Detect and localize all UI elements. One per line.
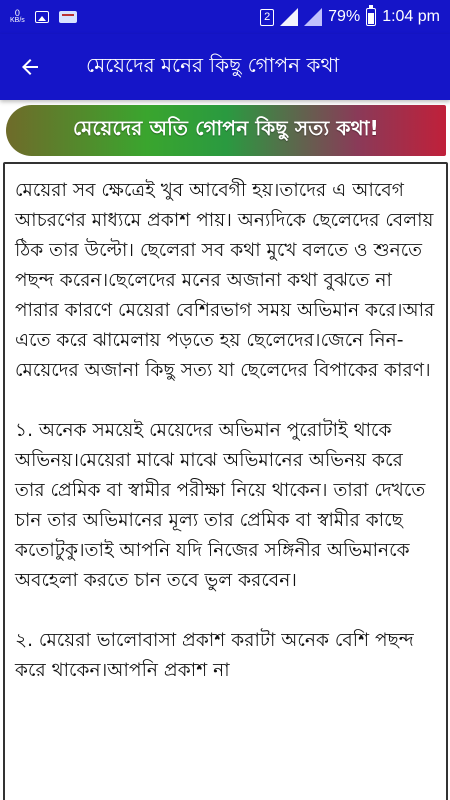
app-title: মেয়েদের মনের কিছু গোপন কথা [86, 52, 340, 77]
battery-icon [366, 8, 376, 26]
signal-strength-secondary-icon [304, 8, 322, 26]
status-bar [0, 0, 450, 34]
signal-strength-icon [280, 8, 298, 26]
article-paragraph-2: ২. মেয়েরা ভালোবাসা প্রকাশ করাটা অনেক বেশি পছন্দ করে থাকেন।আপনি প্রকাশ না [15, 630, 414, 681]
network-speed-value: 0 [14, 8, 20, 18]
gallery-notification-icon [35, 11, 49, 23]
arrow-back-icon [18, 55, 42, 79]
back-button[interactable] [0, 34, 60, 100]
article-paragraph-intro: মেয়েরা সব ক্ষেত্রেই খুব আবেগী হয়।তাদের এ আবেগ আচরণের মাধ্যমে প্রকাশ পায়। অন্যদিকে ছেলেদের বেলায় ঠিক তার উল্টো। ছেলেরা সব কথা মুখে বলতে ও শুনতে পছন্দ করেন।ছেলেদের মনের অজানা কথা বুঝতে না পারার কারণে মেয়েরা বেশিরভাগ সময় অভিমান করে।আর এতে করে ঝামেলায় পড়তে হয় ছেলেদের।জেনে নিন-মেয়েদের অজানা কিছু সত্য যা ছেলেদের বিপাকের কারণ। [15, 180, 435, 381]
article-content[interactable] [3, 162, 448, 800]
app-bar [0, 34, 450, 100]
clock-time: 1:04 pm [382, 8, 440, 25]
article-paragraph-1: ১. অনেক সময়েই মেয়েদের অভিমান পুরোটাই থাকে অভিনয়।মেয়েরা মাঝে মাঝে অভিমানের অভিনয় করে তার প্রেমিক বা স্বামীর পরীক্ষা নিয়ে থাকেন। তারা দেখতে চান তার অভিমানের মূল্য তার প্রেমিক বা স্বামীর কাছে কতোটুকু।তাই আপনি যদি নিজের সঙ্গিনীর অভিমানকে অবহেলা করতে চান তবে ভুল করবেন। [15, 420, 426, 591]
article-heading-banner: মেয়েদের অতি গোপন কিছু সত্য কথা! [6, 105, 446, 156]
network-speed-unit: KB/s [10, 17, 25, 24]
battery-percent: 79% [328, 8, 361, 25]
network-speed-indicator [10, 9, 25, 25]
news-notification-icon [59, 11, 77, 23]
sim-slot-icon: 2 [260, 9, 274, 26]
